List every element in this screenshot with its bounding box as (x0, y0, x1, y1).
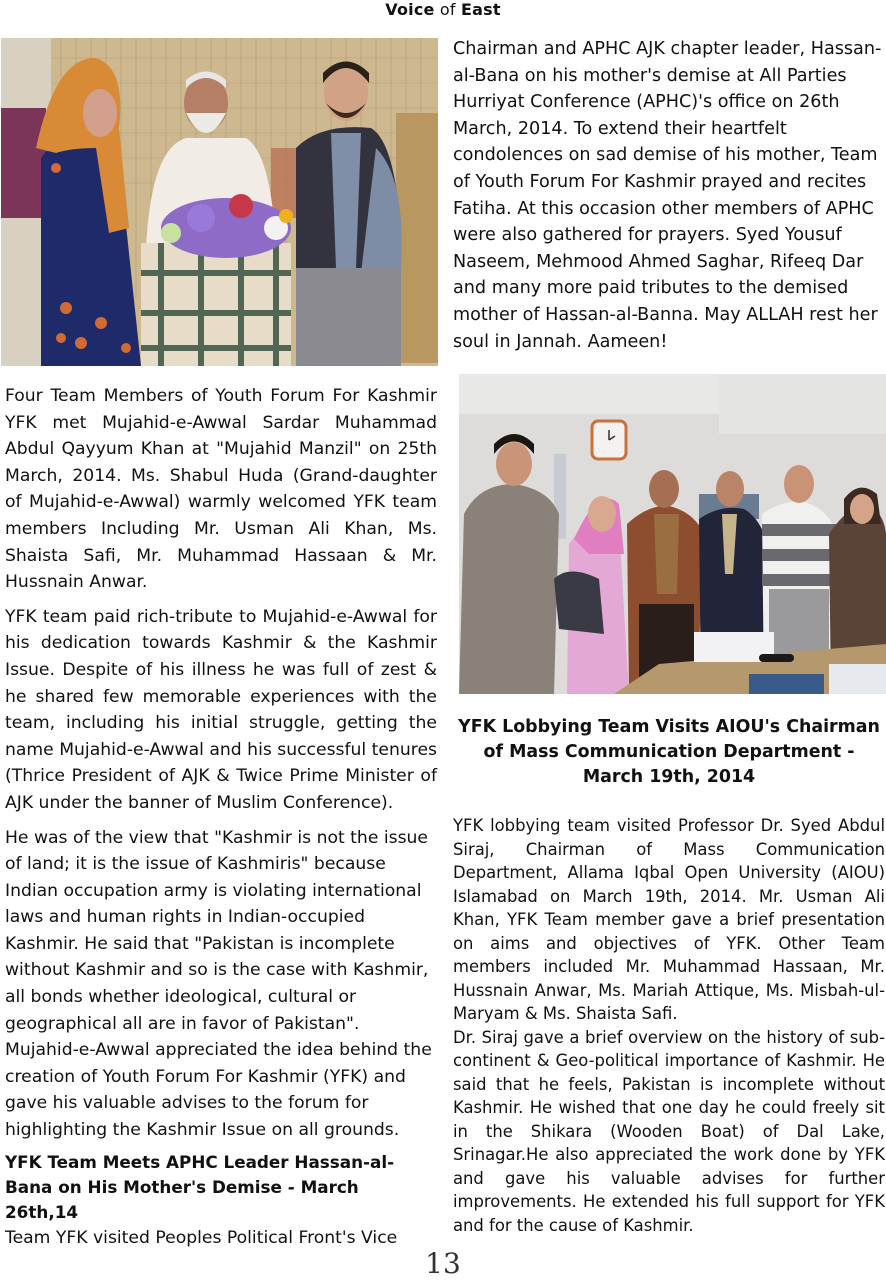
photo-mujahid-manzil-image (1, 38, 438, 366)
aiou-paragraph-1: YFK lobbying team visited Professor Dr. Syed Abdul Siraj, Chairman of Mass Communication Department, Allama Iqbal Open University (AIOU) Islamabad on March 19th, 2014. Mr. Usman Ali Khan, YFK Team member gave a brief presentation on aims and objectives of YFK. Other Team members included Mr. Muhammad Hassaan, Mr. Hussnain Anwar, Ms. Mariah Attique, Ms. Misbah-ul-Maryam & Ms. Shaista Safi. (453, 816, 885, 1023)
publication-header (0, 0, 886, 20)
hassan-al-bana-article-continuation (453, 36, 885, 355)
hassan-al-bana-headline: YFK Team Meets APHC Leader Hassan-al-Bana on His Mother's Demise - March 26th,14 (5, 1151, 395, 1222)
aiou-article (453, 715, 885, 1237)
hassan-al-bana-intro-line: Team YFK visited Peoples Political Front's Vice (5, 1227, 398, 1248)
hassan-al-bana-paragraph: Chairman and APHC AJK chapter leader, Hassan-al-Bana on his mother's demise at All Parties Hurriyat Conference (APHC)'s office on 26th March, 2014. To extend their heartfelt condolences on sad demise of his mother, Team of Youth Forum For Kashmir prayed and recites Fatiha. At this occasion other members of APHC were also gathered for prayers. Syed Yousuf Naseem, Mehmood Ahmed Saghar, Rifeeq Dar and many more paid tributes to the demised mother of Hassan-al-Banna. May ALLAH rest her soul in Jannah. Aameen! (453, 39, 882, 352)
page-number: 13 (425, 1247, 461, 1280)
photo-aiou-image (459, 374, 886, 694)
photo-mujahid-manzil-meeting (1, 38, 438, 366)
mujahid-paragraph-2: YFK team paid rich-tribute to Mujahid-e-Awwal for his dedication towards Kashmir & the Kashmir Issue. Despite of his illness he was full of zest & he shared few memorable experiences with the team, including his initial struggle, getting the name Mujahid-e-Awwal and his successful tenures (Thrice President of AJK & Twice Prime Minister of AJK under the banner of Muslim Conference). (5, 606, 437, 813)
mujahid-e-awwal-article (5, 383, 437, 1251)
header-word-voice: Voice (385, 0, 435, 19)
mujahid-paragraph-3: He was of the view that "Kashmir is not the issue of land; it is the issue of Kashmiris" because Indian occupation army is violating international laws and human rights in Indian-occupied Kashmir. He said that "Pakistan is incomplete without Kashmir and so is the case with Kashmir, all bonds whether ideological, cultural or geographical all are in favor of Pakistan". Mujahid-e-Awwal appreciated the idea behind the creation of Youth Forum For Kashmir (YFK) and gave his valuable advises to the forum for highlighting the Kashmir Issue on all grounds. (5, 827, 432, 1141)
aiou-headline: YFK Lobbying Team Visits AIOU's Chairman of Mass Communication Department - March 19th, 2014 (458, 717, 880, 787)
header-word-east: East (461, 0, 501, 19)
photo-aiou-meeting (459, 374, 886, 694)
mujahid-paragraph-1: Four Team Members of Youth Forum For Kashmir YFK met Mujahid-e-Awwal Sardar Muhammad Abdul Qayyum Khan at "Mujahid Manzil" on 25th March, 2014. Ms. Shabul Huda (Grand-daughter of Mujahid-e-Awwal) warmly welcomed YFK team members Including Mr. Usman Ali Khan, Ms. Shaista Safi, Mr. Muhammad Hassaan & Mr. Hussnain Anwar. (5, 386, 437, 593)
aiou-paragraph-2: Dr. Siraj gave a brief overview on the history of sub-continent & Geo-political importance of Kashmir. He said that he feels, Pakistan is incomplete without Kashmir. He wished that one day he could freely sit in the Shikara (Wooden Boat) of Dal Lake, Srinagar.He also appreciated the work done by YFK and gave his valuable advises for further improvements. He extended his full support for YFK and for the cause of Kashmir. (453, 1027, 885, 1235)
header-word-of: of (439, 0, 456, 19)
